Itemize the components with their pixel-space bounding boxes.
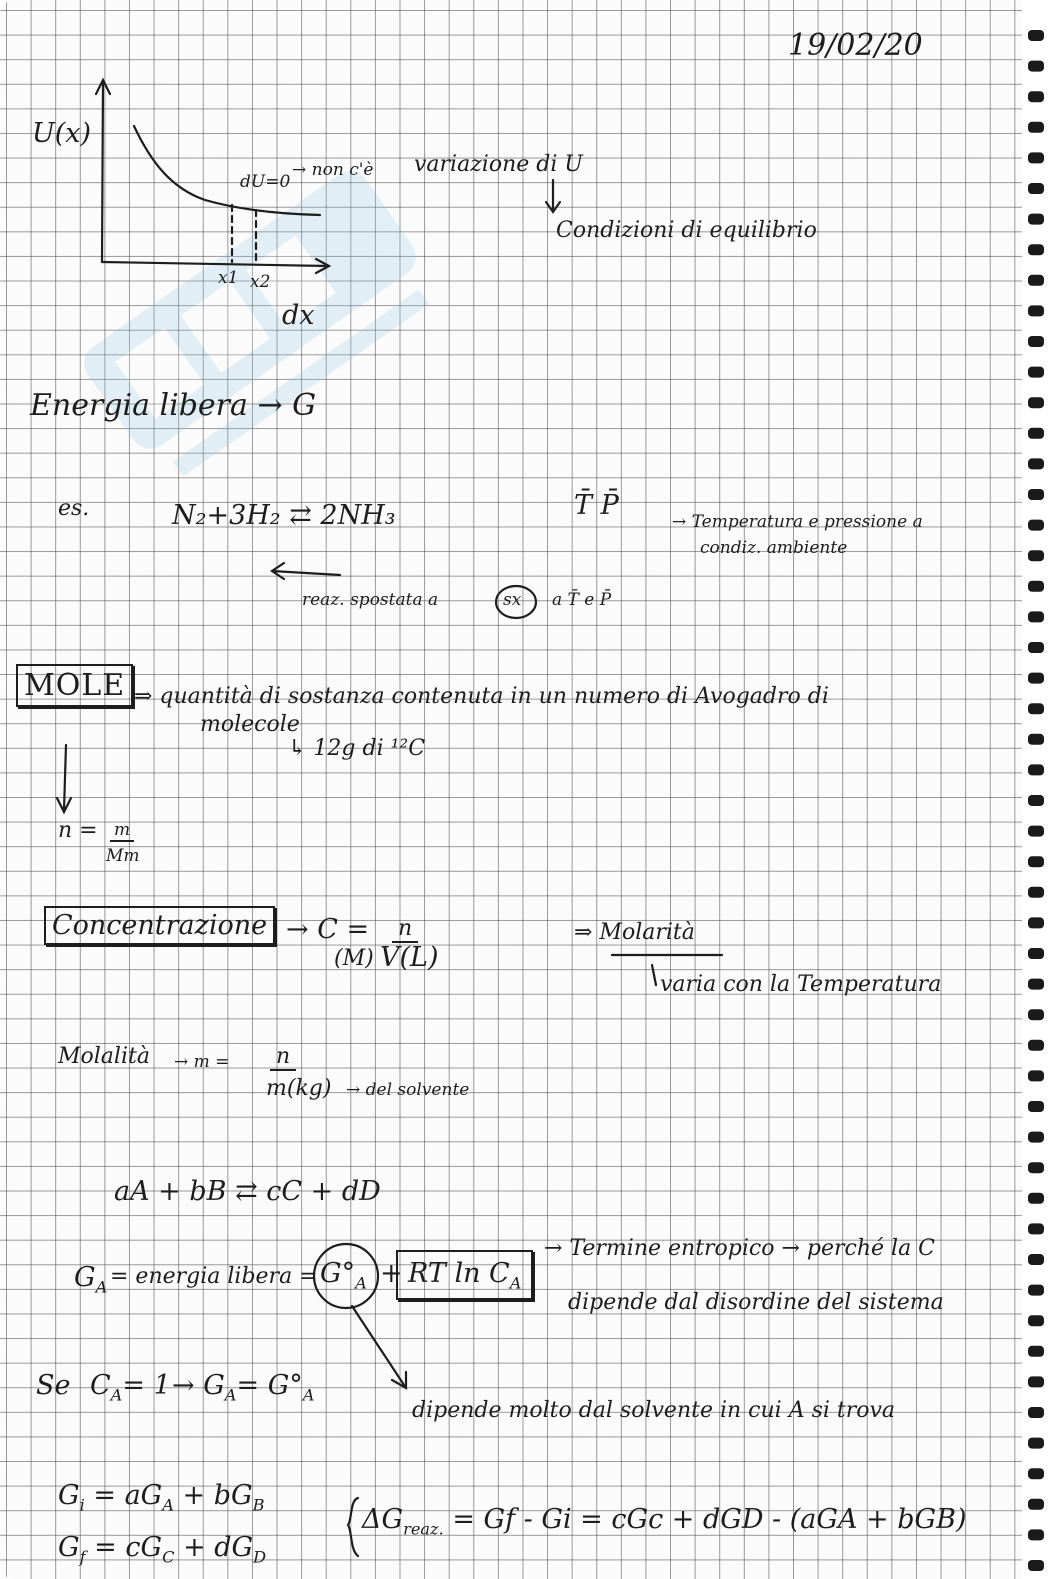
graph-du-label: dU=0 bbox=[240, 172, 291, 192]
spiral-hole bbox=[1028, 1560, 1044, 1571]
spiral-hole bbox=[1028, 397, 1044, 408]
energia-libera-title: Energia libera → G bbox=[30, 388, 317, 423]
reaction-shift-sx: sx bbox=[503, 590, 522, 610]
gf-equation: $G_f = cG_C + dG_D$ bbox=[58, 1532, 267, 1567]
spiral-hole bbox=[1028, 703, 1044, 714]
concentrazione-den: V(L) bbox=[380, 942, 439, 973]
spiral-hole bbox=[1028, 1101, 1044, 1112]
spiral-hole bbox=[1028, 1070, 1044, 1081]
delta-g-equation: $\Delta G_{reaz.} = Gf - Gi$ = cGc + dGD - (aGA + bGB) bbox=[362, 1504, 967, 1539]
concentrazione-arrow: → C = bbox=[286, 914, 370, 945]
solvent-dependence-note: dipende molto dal solvente in cui A si trova bbox=[412, 1398, 896, 1423]
graph-x2-label: x2 bbox=[250, 272, 271, 292]
spiral-hole bbox=[1028, 91, 1044, 102]
x-axis bbox=[102, 259, 329, 273]
general-reaction: aA + bB ⇄ cC + dD bbox=[114, 1176, 381, 1207]
spiral-hole bbox=[1028, 764, 1044, 775]
spiral-hole bbox=[1028, 1376, 1044, 1387]
entropic-term-box: RT $\ln C_A$ bbox=[396, 1250, 533, 1300]
spiral-hole bbox=[1028, 244, 1044, 255]
concentrazione-m: (M) bbox=[334, 946, 374, 971]
ga-definition: = energia libera = bbox=[110, 1264, 318, 1289]
concentrazione-box: Concentrazione bbox=[44, 906, 275, 945]
spiral-hole bbox=[1028, 611, 1044, 622]
spiral-hole bbox=[1028, 1132, 1044, 1143]
graph-x1-label: x1 bbox=[218, 268, 239, 288]
spiral-hole bbox=[1028, 183, 1044, 194]
graph-variation-text: variazione di U bbox=[414, 152, 583, 177]
spiral-hole bbox=[1028, 214, 1044, 225]
spiral-hole bbox=[1028, 917, 1044, 928]
molalita-eq: → m = bbox=[174, 1052, 230, 1072]
molarita-label: ⇒ Molarità bbox=[574, 920, 695, 945]
spiral-hole bbox=[1028, 673, 1044, 684]
g0-symbol: $G^\circ_A$ bbox=[320, 1258, 367, 1293]
spiral-hole bbox=[1028, 1009, 1044, 1020]
spiral-hole bbox=[1028, 1346, 1044, 1357]
ca-condition: $C_A= 1$ bbox=[90, 1370, 171, 1405]
spiral-hole bbox=[1028, 1499, 1044, 1510]
spiral-hole bbox=[1028, 1315, 1044, 1326]
spiral-hole bbox=[1028, 826, 1044, 837]
spiral-hole bbox=[1028, 856, 1044, 867]
spiral-hole bbox=[1028, 550, 1044, 561]
ga-equals-g0: → $G_A= G^\circ_A$ bbox=[172, 1370, 315, 1405]
molalita-solvente: → del solvente bbox=[346, 1080, 470, 1100]
spiral-hole bbox=[1028, 1438, 1044, 1449]
standard-conditions-note-line2: condiz. ambiente bbox=[700, 538, 848, 558]
spiral-hole bbox=[1028, 1193, 1044, 1204]
ga-symbol: $G_A$ bbox=[74, 1262, 108, 1297]
spiral-hole bbox=[1028, 642, 1044, 653]
standard-conditions-symbols: T̄ P̄ bbox=[574, 490, 619, 521]
spiral-hole bbox=[1028, 1162, 1044, 1173]
molalita-num: n bbox=[270, 1044, 296, 1071]
spiral-hole bbox=[1028, 520, 1044, 531]
spiral-binding bbox=[1022, 0, 1048, 1579]
spiral-hole bbox=[1028, 30, 1044, 41]
date: 19/02/20 bbox=[788, 28, 923, 63]
spiral-hole bbox=[1028, 489, 1044, 500]
reaction-shift-text: reaz. spostata a bbox=[302, 590, 439, 610]
standard-conditions-note-line1: → Temperatura e pressione a bbox=[672, 512, 923, 532]
haber-reaction: N₂+3H₂ ⇄ 2NH₃ bbox=[172, 500, 396, 531]
spiral-hole bbox=[1028, 1468, 1044, 1479]
y-axis bbox=[96, 80, 110, 262]
spiral-hole bbox=[1028, 367, 1044, 378]
molarita-note: varia con la Temperatura bbox=[660, 972, 942, 997]
mole-box: MOLE bbox=[16, 664, 133, 707]
spiral-hole bbox=[1028, 979, 1044, 990]
entropic-term-note2: dipende dal disordine del sistema bbox=[568, 1290, 944, 1315]
se-label: Se bbox=[36, 1370, 71, 1401]
mole-definition-line2: molecole bbox=[200, 712, 300, 737]
spiral-hole bbox=[1028, 305, 1044, 316]
spiral-hole bbox=[1028, 336, 1044, 347]
mole-definition-line1: ⇒ quantità di sostanza contenuta in un numero di Avogadro di bbox=[134, 684, 829, 709]
spiral-hole bbox=[1028, 61, 1044, 72]
spiral-hole bbox=[1028, 1223, 1044, 1234]
graph-dx-label: dx bbox=[282, 300, 315, 331]
spiral-hole bbox=[1028, 1285, 1044, 1296]
spiral-hole bbox=[1028, 734, 1044, 745]
gi-equation: $G_i = aG_A + bG_B$ bbox=[58, 1480, 265, 1515]
spiral-hole bbox=[1028, 1040, 1044, 1051]
graph-arrow-note: → non c'è bbox=[292, 160, 374, 180]
spiral-hole bbox=[1028, 428, 1044, 439]
plus-sign: + bbox=[380, 1258, 403, 1289]
spiral-hole bbox=[1028, 122, 1044, 133]
spiral-hole bbox=[1028, 1407, 1044, 1418]
spiral-hole bbox=[1028, 1529, 1044, 1540]
concentrazione-num: n bbox=[392, 916, 418, 943]
equilibrium-conditions: Condizioni di equilibrio bbox=[556, 218, 817, 243]
spiral-hole bbox=[1028, 152, 1044, 163]
spiral-hole bbox=[1028, 581, 1044, 592]
spiral-hole bbox=[1028, 458, 1044, 469]
mole-formula-den: Mm bbox=[106, 846, 140, 866]
spiral-hole bbox=[1028, 948, 1044, 959]
molalita-label: Molalità bbox=[58, 1044, 150, 1069]
mole-definition-line3: ↳ 12g di ¹²C bbox=[288, 736, 426, 761]
molalita-den: m(kg) bbox=[266, 1076, 332, 1101]
mole-formula-num: m bbox=[110, 820, 134, 842]
spiral-hole bbox=[1028, 795, 1044, 806]
spiral-hole bbox=[1028, 275, 1044, 286]
entropic-term-note: → Termine entropico → perché la C bbox=[544, 1236, 936, 1261]
example-label: es. bbox=[58, 496, 90, 521]
reaction-shift-end: a T̄ e P̄ bbox=[552, 590, 612, 610]
spiral-hole bbox=[1028, 887, 1044, 898]
spiral-hole bbox=[1028, 1254, 1044, 1265]
mole-formula-n: n = bbox=[58, 818, 98, 843]
graph-y-label: U(x) bbox=[32, 118, 92, 149]
